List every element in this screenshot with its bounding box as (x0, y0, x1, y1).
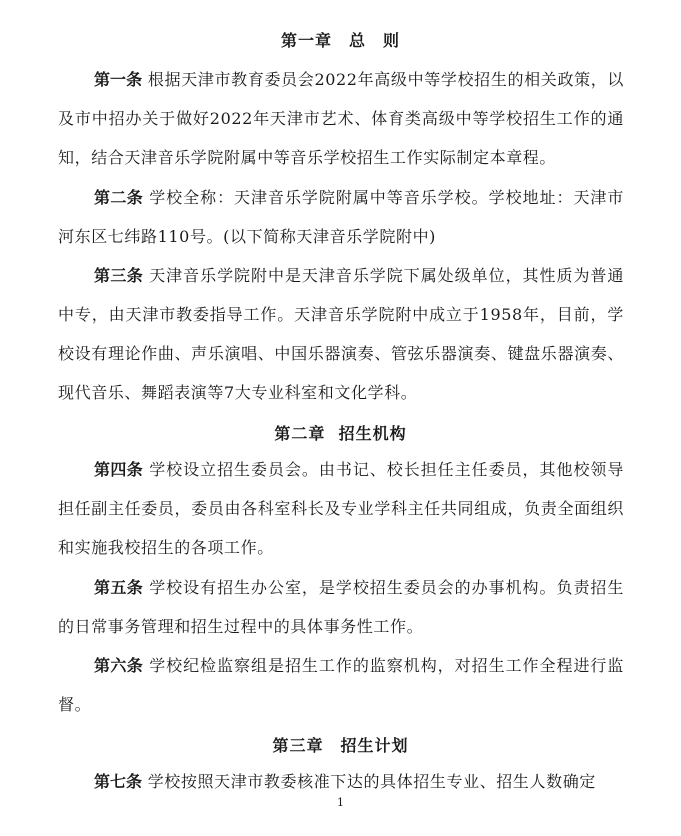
article-1-text: 根据天津市教育委员会2022年高级中等学校招生的相关政策，以及市中招办关于做好2022年天津市艺术、体育类高级中等学校招生工作的通知，结合天津音乐学院附属中等音乐学校招生工作实际制定本章程。 (58, 70, 624, 167)
article-5-text: 学校设有招生办公室，是学校招生委员会的办事机构。负责招生的日常事务管理和招生过程中的具体事务性工作。 (58, 578, 624, 636)
article-2 (58, 178, 624, 256)
article-6 (58, 646, 624, 724)
chapter-2-title: 第二章 招生机构 (274, 424, 407, 443)
chapter-1-title: 第一章 总 则 (280, 31, 400, 50)
article-1-label: 第一条 (94, 70, 143, 89)
article-2-label: 第二条 (94, 188, 144, 207)
chapter-3-title: 第三章 招生计划 (272, 736, 409, 755)
article-1 (58, 60, 624, 177)
article-3-text: 天津音乐学院附中是天津音乐学院下属处级单位，其性质为普通中专，由天津市教委指导工作。天津音乐学院附中成立于1958年，目前，学校设有理论作曲、声乐演唱、中国乐器演奏、管弦乐器演奏、键盘乐器演奏、现代音乐、舞蹈表演等7大专业科室和文化学科。 (58, 266, 624, 402)
article-4-label: 第四条 (94, 460, 144, 479)
article-3 (58, 256, 624, 412)
article-5 (58, 568, 624, 646)
article-7-label: 第七条 (94, 772, 143, 791)
article-4 (58, 450, 624, 567)
article-2-text: 学校全称：天津音乐学院附属中等音乐学校。学校地址：天津市河东区七纬路110号。(以下简称天津音乐学院附中) (58, 188, 624, 246)
article-6-label: 第六条 (94, 656, 144, 675)
article-5-label: 第五条 (94, 578, 144, 597)
article-7-text: 学校按照天津市教委核准下达的具体招生专业、招生人数确定 (147, 772, 596, 791)
page-number: 1 (337, 796, 344, 809)
article-6-text: 学校纪检监察组是招生工作的监察机构，对招生工作全程进行监督。 (58, 656, 624, 714)
article-3-label: 第三条 (94, 266, 144, 285)
article-4-text: 学校设立招生委员会。由书记、校长担任主任委员，其他校领导担任副主任委员，委员由各科室科长及专业学科主任共同组成，负责全面组织和实施我校招生的各项工作。 (58, 460, 624, 557)
